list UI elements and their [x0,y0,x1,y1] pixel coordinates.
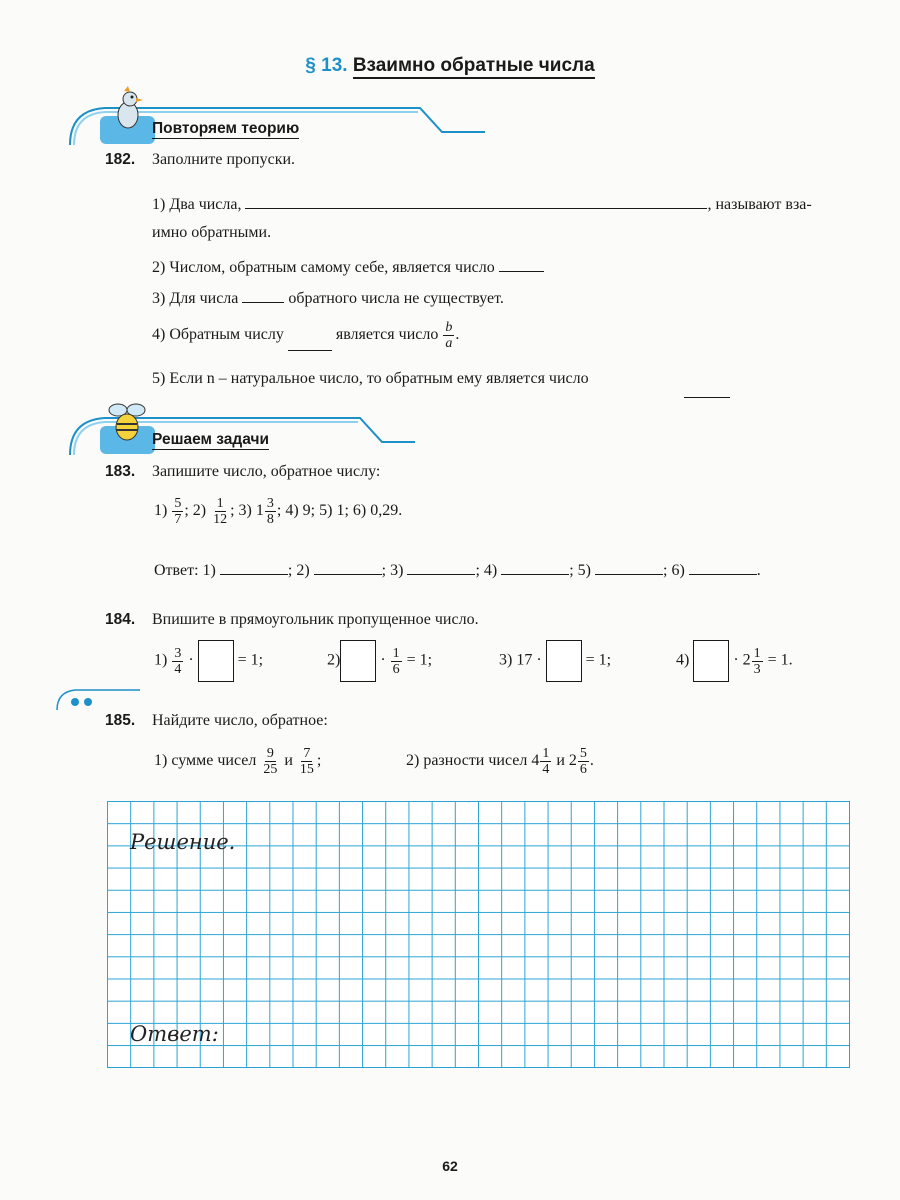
section-number: § 13. [305,55,348,76]
answer-blank-4[interactable] [501,560,569,575]
task-183-numbers: 1) $\frac{5}{7}$ ; 2) $\frac{1}{12}$ ; 3) 1 $\frac{3}{8}$ ; 4) 9; 5) 1; 6) 0,29. [154,496,403,527]
line4-mid: является число [335,326,439,344]
task-183-prompt: Запишите число, обратное числу: [152,463,381,480]
section-title-text: Взаимно обратные числа [353,55,595,79]
answer-blank-2[interactable] [314,560,382,575]
task-182-line5 [152,370,589,388]
page-number: 62 [442,1158,458,1174]
task-184-eq1: 1) $\frac{3}{4}$ · = 1; [154,640,263,682]
fraction-1-12: $\frac{1}{12}$ [213,496,228,527]
answer-box-2[interactable] [340,640,376,682]
bee-icon [104,400,150,444]
tasks-heading: Решаем задачи [152,431,270,448]
answer-blank-5[interactable] [595,560,663,575]
blank-2[interactable] [499,257,544,272]
dots-marker-icon [55,682,145,712]
task-183-number: 183. [105,463,136,480]
task-184-eq4: 4) · 2 $\frac{1}{3}$ = 1. [676,640,793,682]
blank-5[interactable] [684,383,730,398]
solution-label: Решение. [130,830,236,854]
section-title [0,55,900,77]
task-184-prompt: Впишите в прямоугольник пропущенное число. [152,611,479,628]
line4-start: 4) Обратным числу [152,326,284,344]
bird-icon [108,85,148,137]
blank-4[interactable] [288,336,332,351]
line3-start: 3) Для числа [152,290,239,307]
line3-end: обратного числа не существует. [288,290,504,307]
task-182-line3 [152,288,504,308]
blank-1[interactable] [245,194,707,209]
line1-start: 1) Два числа, [152,196,242,213]
theory-heading: Повторяем теорию [152,120,300,137]
task-185-number: 185. [105,712,136,729]
task-185-prompt: Найдите число, обратное: [152,712,328,729]
grid-answer-label: Ответ: [130,1022,219,1046]
line1-end: , называют вза- [707,196,812,213]
task-182-number: 182. [105,151,136,168]
task-182-line2 [152,257,544,277]
line5-text: 5) Если n – натуральное число, то обратным ему является число [152,370,589,387]
task-182-line1 [152,194,812,214]
mixed-1-3-8: 1 $\frac{3}{8}$ [255,496,274,527]
task-182-line1-cont: имно обратными. [152,224,272,241]
task-184-number: 184. [105,611,136,628]
answer-blank-3[interactable] [407,560,475,575]
answer-blank-1[interactable] [220,560,288,575]
task-182-prompt: Заполните пропуски. [152,151,296,168]
task-185-part2: 2) разности чисел 4 $\frac{1}{4}$ и 2 $\frac{5}{6}$ . [406,746,594,777]
answer-box-3[interactable] [546,640,582,682]
answer-box-1[interactable] [198,640,234,682]
task-185-part1: 1) сумме чисел $\frac{9}{25}$ и $\frac{7}{15}$ ; [154,746,322,777]
blank-3[interactable] [242,288,284,303]
task-183-answer-row: Ответ: 1) ; 2) ; 3) ; 4) ; 5) ; 6) . [154,562,761,579]
task-184-eq2: 2) · $\frac{1}{6}$ = 1; [327,640,432,682]
task-182-line4: 4) Обратным числу является число $\frac{b}{a}$ . [152,320,460,351]
task-184-eq3: 3) 17 · = 1; [499,640,611,682]
answer-blank-6[interactable] [689,560,757,575]
answer-box-4[interactable] [693,640,729,682]
fraction-b-over-a: $\frac{b}{a}$ [445,320,453,351]
line2-text: 2) Числом, обратным самому себе, является число [152,259,495,276]
fraction-5-7: $\frac{5}{7}$ [174,496,182,527]
